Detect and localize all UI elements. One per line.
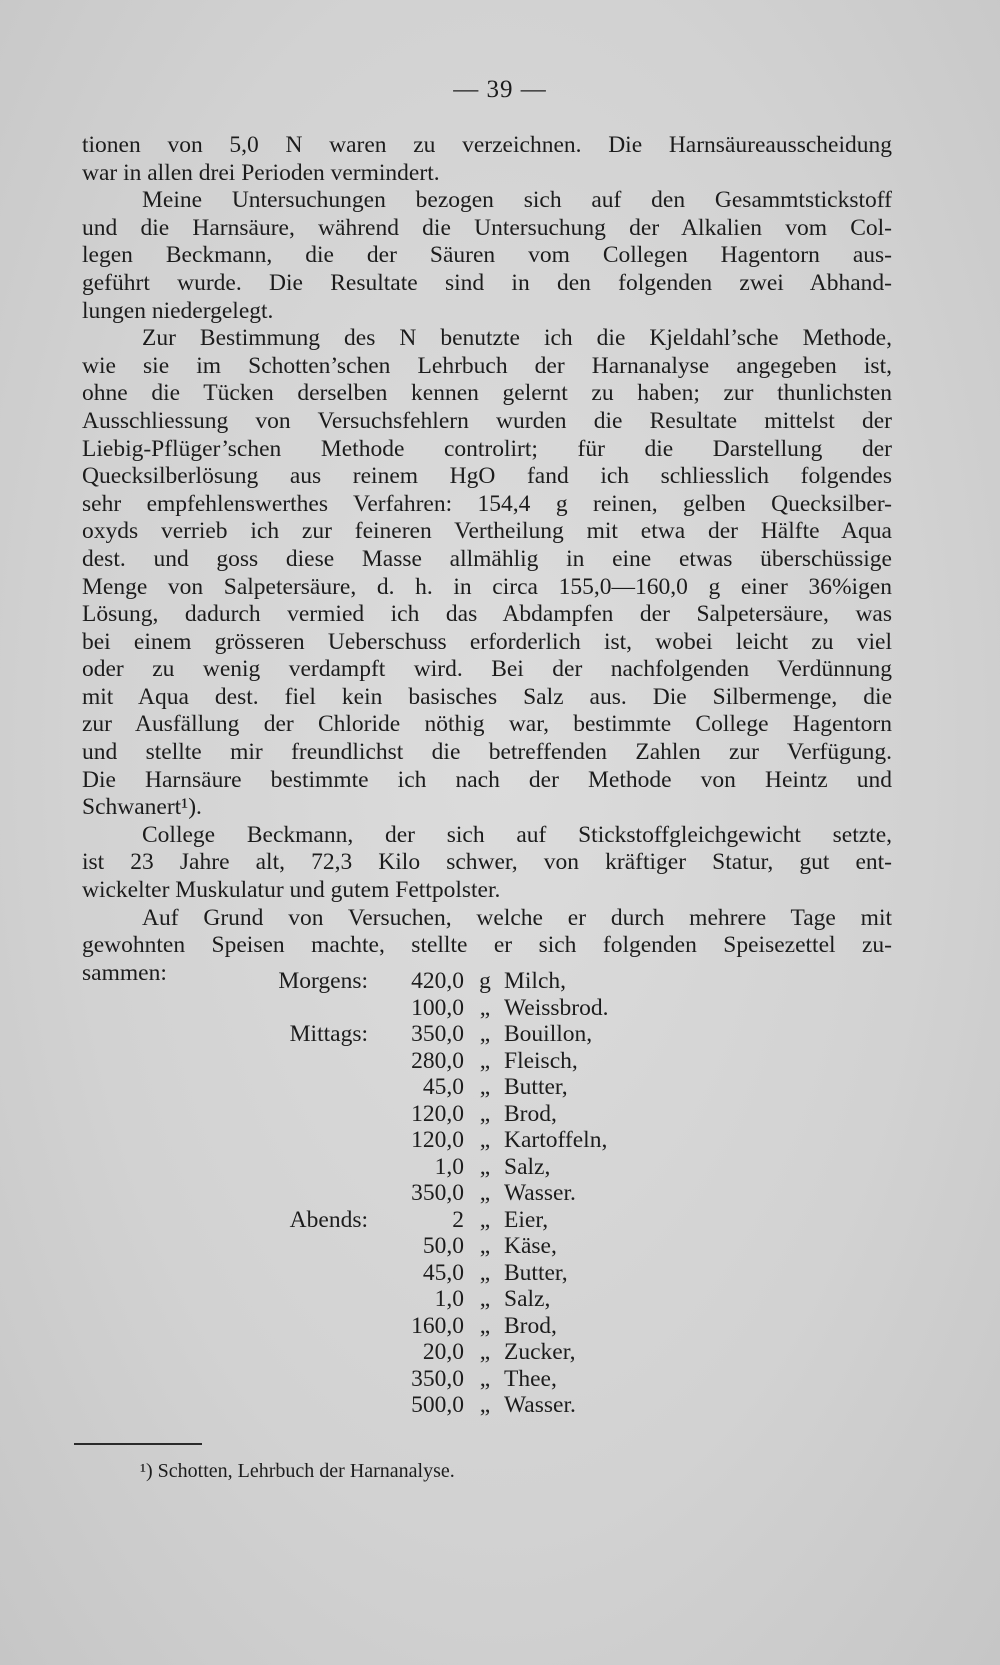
text-line: ohne die Tücken derselben kennen gelernt zu haben; zur thunlichsten	[82, 380, 892, 407]
menu-amount: 1,0	[434, 1286, 464, 1312]
menu-unit: „	[479, 1206, 491, 1233]
menu-row	[240, 1392, 660, 1419]
footnote-divider	[74, 1443, 202, 1445]
menu-amount: 1,0	[434, 1153, 464, 1180]
menu-item: Brod,	[504, 1312, 557, 1339]
text-line: bei einem grösseren Ueberschuss erforderlich ist, wobei leicht zu viel	[82, 628, 892, 655]
text-line: Quecksilberlösung aus reinem HgO fand ich schliesslich folgendes	[82, 463, 892, 490]
menu-item: Kartoffeln,	[504, 1127, 608, 1153]
menu-row	[240, 1339, 660, 1366]
menu-amount: 160,0	[411, 1312, 464, 1339]
text-line: Meine Untersuchungen bezogen sich auf den Gesammtstickstoff	[142, 187, 892, 214]
text-line: zur Ausfällung der Chloride nöthig war, bestimmte College Hagentorn	[82, 711, 892, 738]
menu-item: Thee,	[504, 1365, 557, 1392]
menu-row	[240, 1180, 660, 1207]
menu-row	[240, 968, 660, 995]
menu-meal: Mittags:	[289, 1021, 368, 1047]
menu-unit: „	[479, 994, 491, 1021]
menu-unit: „	[479, 1180, 491, 1206]
menu-row	[240, 1127, 660, 1154]
text-line: Lösung, dadurch vermied ich das Abdampfen der Salpetersäure, was	[82, 601, 892, 628]
menu-amount: 350,0	[411, 1021, 464, 1047]
text-line: Auf Grund von Versuchen, welche er durch mehrere Tage mit	[142, 904, 892, 931]
text-line: Liebig-Pflüger’schen Methode controlirt; für die Darstellung der	[82, 435, 892, 462]
menu-unit: „	[479, 1153, 491, 1180]
menu-amount: 100,0	[411, 994, 464, 1021]
text-line: lungen niedergelegt.	[82, 297, 274, 324]
menu-row	[240, 1366, 660, 1393]
menu-item: Salz,	[504, 1153, 551, 1180]
text-line: Schwanert¹).	[82, 794, 202, 821]
text-line: ist 23 Jahre alt, 72,3 Kilo schwer, von kräftiger Statur, gut ent-	[82, 849, 892, 876]
text-line: gewohnten Speisen machte, stellte er sich folgenden Speisezettel zu-	[82, 932, 892, 959]
menu-item: Bouillon,	[504, 1021, 593, 1047]
menu-row	[240, 1154, 660, 1181]
text-line: sehr empfehlenswerthes Verfahren: 154,4 g reinen, gelben Quecksilber-	[82, 490, 892, 517]
menu-unit: „	[479, 1286, 491, 1312]
text-line: war in allen drei Perioden vermindert.	[82, 159, 440, 186]
menu-item: Eier,	[504, 1206, 549, 1233]
menu-amount: 45,0	[422, 1074, 464, 1100]
text-line: Menge von Salpetersäure, d. h. in circa 155,0—160,0 g einer 36%igen	[82, 573, 892, 600]
text-line: mit Aqua dest. fiel kein basisches Salz aus. Die Silbermenge, die	[82, 683, 892, 710]
text-line: Ausschliessung von Versuchsfehlern wurden die Resultate mittelst der	[82, 407, 892, 434]
menu-amount: 350,0	[411, 1180, 464, 1206]
menu-item: Butter,	[504, 1259, 568, 1286]
text-line: und stellte mir freundlichst die betreffenden Zahlen zur Verfügung.	[82, 739, 892, 766]
menu-row	[240, 1101, 660, 1128]
menu-amount: 420,0	[411, 968, 464, 994]
menu-unit: „	[479, 1339, 491, 1365]
menu-row	[240, 1207, 660, 1234]
menu-item: Salz,	[504, 1286, 551, 1312]
menu-amount: 120,0	[411, 1100, 464, 1127]
body-text	[82, 132, 892, 987]
menu-unit: „	[479, 1259, 491, 1286]
text-line: legen Beckmann, die der Säuren vom Collegen Hagentorn aus-	[82, 242, 892, 269]
menu-amount: 280,0	[411, 1047, 464, 1074]
text-line: oxyds verrieb ich zur feineren Vertheilung mit etwa der Hälfte Aqua	[82, 518, 892, 545]
menu-row	[240, 1313, 660, 1340]
menu-amount: 2	[452, 1206, 464, 1233]
menu-unit: „	[479, 1233, 491, 1259]
menu-unit: „	[479, 1021, 491, 1047]
menu-unit: g	[479, 968, 491, 994]
menu-unit: „	[479, 1365, 491, 1392]
text-line: geführt wurde. Die Resultate sind in den folgenden zwei Abhand-	[82, 269, 892, 296]
text-line: Die Harnsäure bestimmte ich nach der Methode von Heintz und	[82, 766, 892, 793]
menu-unit: „	[479, 1127, 491, 1153]
text-line: dest. und goss diese Masse allmählig in eine etwas überschüssige	[82, 545, 892, 572]
menu-item: Brod,	[504, 1100, 557, 1127]
menu-unit: „	[479, 1047, 491, 1074]
text-line: sammen:	[82, 959, 167, 986]
menu-meal: Morgens:	[278, 968, 368, 994]
menu-item: Käse,	[504, 1233, 557, 1259]
text-line: tionen von 5,0 N waren zu verzeichnen. Die Harnsäureausscheidung	[82, 132, 892, 158]
menu-item: Wasser.	[504, 1180, 576, 1206]
menu-row	[240, 1260, 660, 1287]
menu-amount: 20,0	[422, 1339, 464, 1365]
footnote: ¹) Schotten, Lehrbuch der Harnanalyse.	[140, 1460, 455, 1482]
text-line: Zur Bestimmung des N benutzte ich die Kjeldahl’sche Methode,	[142, 325, 892, 352]
menu-item: Weissbrod.	[504, 994, 609, 1021]
menu-unit: „	[479, 1100, 491, 1127]
text-line: und die Harnsäure, während die Untersuchung der Alkalien vom Col-	[82, 214, 892, 241]
menu-amount: 120,0	[411, 1127, 464, 1153]
menu-item: Wasser.	[504, 1392, 576, 1418]
menu-unit: „	[479, 1312, 491, 1339]
menu-amount: 350,0	[411, 1365, 464, 1392]
text-line: wie sie im Schotten’schen Lehrbuch der Harnanalyse angegeben ist,	[82, 352, 892, 379]
menu-item: Butter,	[504, 1074, 568, 1100]
menu-amount: 500,0	[411, 1392, 464, 1418]
menu-amount: 50,0	[422, 1233, 464, 1259]
menu-amount: 45,0	[422, 1259, 464, 1286]
text-line: oder zu wenig verdampft wird. Bei der nachfolgenden Verdünnung	[82, 656, 892, 683]
text-line: College Beckmann, der sich auf Stickstoffgleichgewicht setzte,	[142, 821, 892, 848]
menu-item: Zucker,	[504, 1339, 576, 1365]
page-number: — 39 —	[453, 76, 547, 103]
menu-list	[240, 968, 660, 1419]
text-line: wickelter Muskulatur und gutem Fettpolster.	[82, 877, 501, 904]
menu-meal: Abends:	[289, 1206, 368, 1233]
menu-unit: „	[479, 1074, 491, 1100]
menu-row	[240, 1233, 660, 1260]
menu-row	[240, 1048, 660, 1075]
menu-row	[240, 1286, 660, 1313]
menu-row	[240, 995, 660, 1022]
menu-row	[240, 1074, 660, 1101]
menu-row	[240, 1021, 660, 1048]
menu-unit: „	[479, 1392, 491, 1418]
menu-item: Milch,	[504, 968, 567, 994]
menu-item: Fleisch,	[504, 1047, 578, 1074]
